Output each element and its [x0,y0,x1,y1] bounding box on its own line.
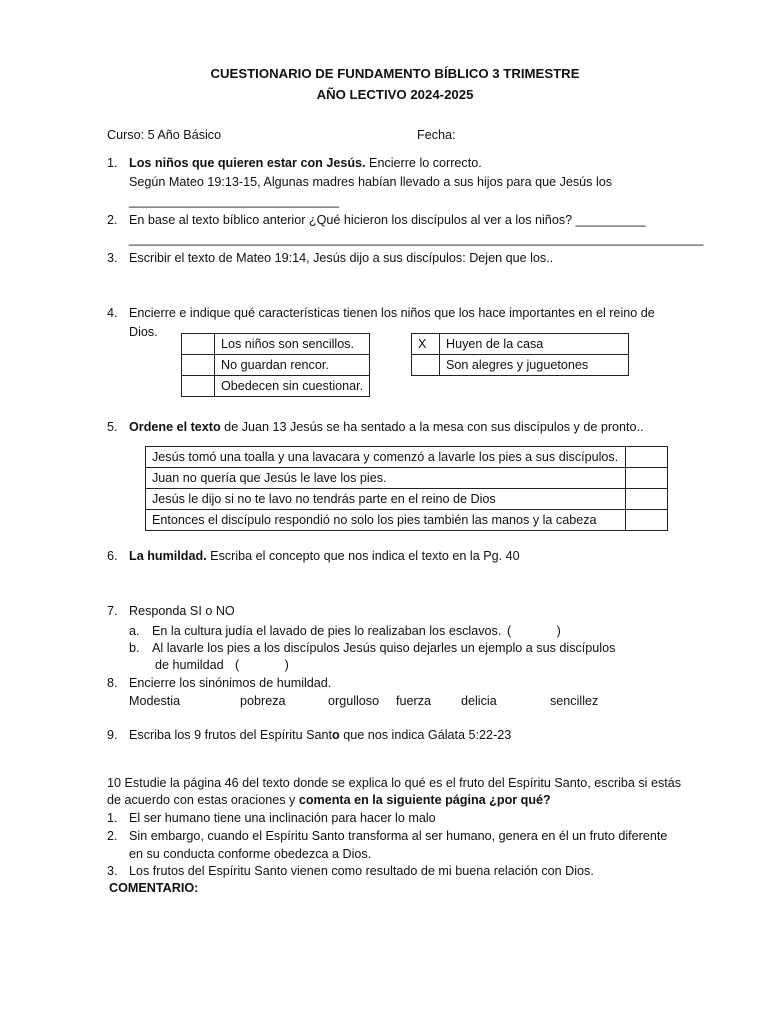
table-row [146,447,668,468]
synonym-word[interactable]: sencillez [550,694,599,708]
q5-rest: de Juan 13 Jesús se ha sentado a la mesa con sus discípulos y de pronto.. [220,420,644,434]
q6-text [129,548,520,564]
table-row [146,468,668,489]
q1-number: 1. [107,156,118,170]
q1-answer-blank[interactable]: ______________________________ [129,194,340,208]
date-label: Fecha: [417,128,456,142]
q10-line1: 10 Estudie la página 46 del texto donde se explica lo qué es el fruto del Espíritu Santo, escriba si estás [107,776,682,790]
table-row [146,510,668,531]
q7-a-text: En la cultura judía el lavado de pies lo realizaban los esclavos. [152,624,502,638]
q10-item-text: Sin embargo, cuando el Espíritu Santo transforma al ser humano, genera en él un fruto diferente [129,829,668,843]
q7-a-answer[interactable]: ( ) [507,624,561,638]
q9-bold-o: o [332,728,340,742]
order-cell[interactable] [626,447,668,468]
q7-b-text2: de humildad [155,658,224,672]
q10-item-text: en su conducta conforme obedezca a Dios. [129,847,372,861]
q7-b-answer[interactable]: ( ) [235,658,289,672]
q1-bold: Los niños que quieren estar con Jesús. [129,156,366,170]
q6-number: 6. [107,549,118,563]
table-row [146,489,668,510]
table-row [412,355,629,376]
q10-item-text: Los frutos del Espíritu Santo vienen como resultado de mi buena relación con Dios. [129,864,594,878]
q10-line2-bold: comenta en la siguiente página ¿por qué? [298,793,551,807]
synonym-word[interactable]: pobreza [240,694,286,708]
mark-cell[interactable] [412,355,440,376]
order-cell[interactable] [626,510,668,531]
comment-heading: COMENTARIO: [109,881,199,895]
synonym-word[interactable]: Modestia [129,694,181,708]
q9-post: que nos indica Gálata 5:22-23 [339,728,512,742]
q10-item-text: El ser humano tiene una inclinación para hacer lo malo [129,811,436,825]
school-year: AÑO LECTIVO 2024-2025 [316,87,474,102]
mark-cell[interactable] [182,376,215,397]
q10-item-number: 2. [107,829,118,843]
q7-b-label: b. [129,641,140,655]
sentence-cell: Jesús tomó una toalla y una lavacara y comenzó a lavarle los pies a sus discípulos. [146,447,626,468]
q2-number: 2. [107,213,118,227]
q4-table-right [411,333,629,376]
q1-rest: Encierre lo correcto. [365,156,482,170]
q5-text [129,419,644,435]
synonym-word[interactable]: delicia [461,694,497,708]
table-row [182,376,370,397]
q6-bold: La humildad. [129,549,207,563]
synonym-word[interactable]: fuerza [396,694,432,708]
q4-text-line1: Encierre e indique qué características tienen los niños que los hace importantes en el reino de [129,306,655,320]
q5-order-table [145,446,668,531]
mark-cell[interactable]: X [412,334,440,355]
q9-pre: Escriba los 9 frutos del Espíritu Sant [129,728,332,742]
q8-text: Encierre los sinónimos de humildad. [129,676,332,690]
order-cell[interactable] [626,468,668,489]
table-row [412,334,629,355]
q7-b-text: Al lavarle los pies a los discípulos Jesús quiso dejarles un ejemplo a sus discípulos [152,641,616,655]
synonym-word[interactable]: orgulloso [328,694,380,708]
sentence-cell: Jesús le dijo si no te lavo no tendrás parte en el reino de Dios [146,489,626,510]
characteristic-cell: Los niños son sencillos. [215,334,370,355]
characteristic-cell: No guardan rencor. [215,355,370,376]
q3-number: 3. [107,251,118,265]
q9-text [129,727,511,743]
table-row [182,355,370,376]
q1-text [129,155,482,171]
q10-item-number: 3. [107,864,118,878]
q4-number: 4. [107,306,118,320]
q8-number: 8. [107,676,118,690]
order-cell[interactable] [626,489,668,510]
q9-number: 9. [107,728,118,742]
q6-rest: Escriba el concepto que nos indica el texto en la Pg. 40 [206,549,520,563]
characteristic-cell: Obedecen sin cuestionar. [215,376,370,397]
q7-number: 7. [107,604,118,618]
characteristic-cell: Son alegres y juguetones [440,355,629,376]
document-title: CUESTIONARIO DE FUNDAMENTO BÍBLICO 3 TRIMESTRE [210,66,580,81]
characteristic-cell: Huyen de la casa [440,334,629,355]
mark-cell[interactable] [182,334,215,355]
q10-item-number: 1. [107,811,118,825]
mark-cell[interactable] [182,355,215,376]
q5-bold: Ordene el texto [129,420,221,434]
sentence-cell: Entonces el discípulo respondió no solo los pies también las manos y la cabeza [146,510,626,531]
q10-line2-pre: de acuerdo con estas oraciones y [107,793,299,807]
q7-a-label: a. [129,624,140,638]
q1-line2: Según Mateo 19:13-15, Algunas madres habían llevado a sus hijos para que Jesús los [129,175,613,189]
q2-text: En base al texto bíblico anterior ¿Qué hicieron los discípulos al ver a los niños? __________ [129,213,646,227]
q7-text: Responda SI o NO [129,604,235,618]
q2-answer-blank[interactable]: __________________________________________________________________________________ [129,232,704,246]
q10-line2 [107,792,551,808]
q4-table-left [181,333,370,397]
q3-text: Escribir el texto de Mateo 19:14, Jesús dijo a sus discípulos: Dejen que los.. [129,251,554,265]
course-label: Curso: 5 Año Básico [107,128,222,142]
sentence-cell: Juan no quería que Jesús le lave los pies. [146,468,626,489]
q4-text-line2: Dios. [129,325,158,339]
table-row [182,334,370,355]
q5-number: 5. [107,420,118,434]
